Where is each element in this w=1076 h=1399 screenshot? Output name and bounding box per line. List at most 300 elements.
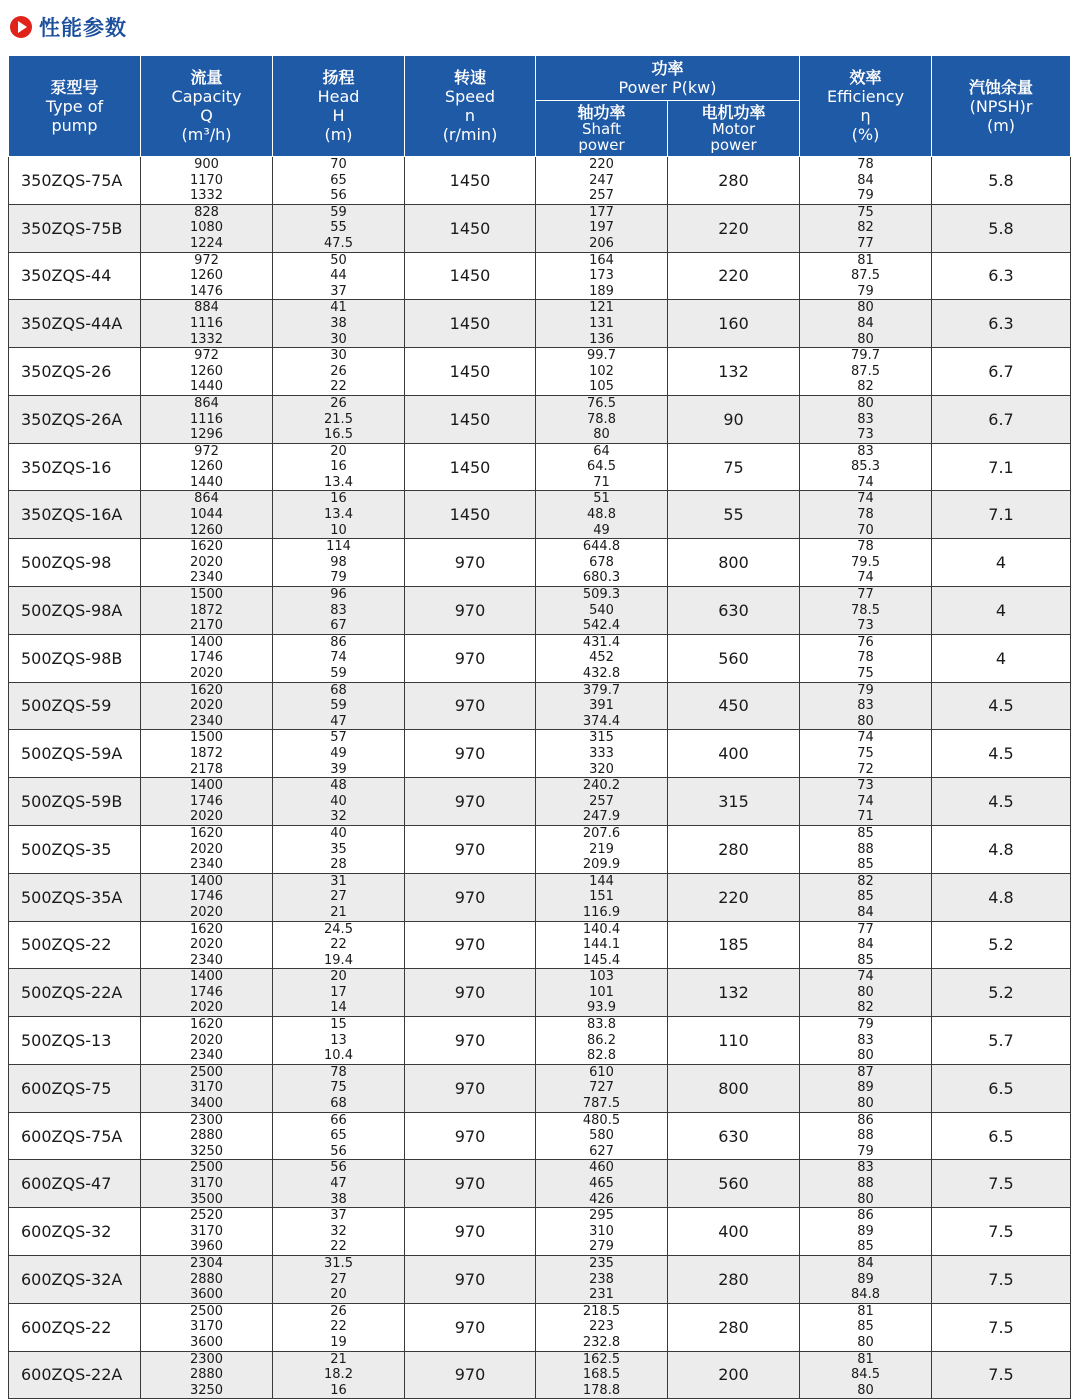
table-row: [9, 539, 1071, 587]
cell-shaft-power: [536, 1255, 668, 1303]
cell-head-value: 31.5: [324, 1255, 353, 1271]
cell-shaft-power: [536, 1112, 668, 1160]
cell-npsh: 4.5: [932, 730, 1071, 778]
cell-efficiency-value: 74: [857, 969, 874, 985]
cell-capacity-value: 1116: [189, 315, 224, 331]
table-row: [9, 1017, 1071, 1065]
cell-capacity-value: 2020: [189, 841, 224, 857]
cell-efficiency-value: 89: [857, 1271, 874, 1287]
cell-head-value: 19: [330, 1334, 347, 1350]
cell-efficiency-value: 78.5: [851, 602, 880, 618]
cell-capacity-value: 3400: [189, 1096, 224, 1112]
table-row: [9, 204, 1071, 252]
cell-head-value: 31: [330, 873, 347, 889]
cell-efficiency-value: 73: [857, 618, 874, 634]
cell-capacity: [141, 348, 273, 396]
cell-head-value: 13: [330, 1032, 347, 1048]
cell-shaft-power-value: 391: [589, 698, 614, 714]
cell-npsh: 5.7: [932, 1017, 1071, 1065]
cell-model: 600ZQS-32A: [9, 1255, 141, 1303]
col-header-capacity: 流量 Capacity Q (m³/h): [141, 56, 273, 157]
cell-efficiency-value: 88: [857, 1176, 874, 1191]
cell-motor-power: 200: [668, 1351, 800, 1399]
cell-efficiency-value: 79.7: [851, 348, 880, 364]
cell-shaft-power: [536, 682, 668, 730]
cell-head-value: 50: [330, 252, 347, 268]
cell-shaft-power-value: 727: [589, 1080, 614, 1096]
cell-shaft-power-value: 101: [589, 984, 614, 1000]
cell-head-value: 68: [330, 682, 347, 698]
cell-shaft-power-value: 206: [589, 235, 614, 251]
cell-shaft-power-value: 102: [589, 363, 614, 379]
cell-head-value: 83: [330, 602, 347, 618]
cell-shaft-power-value: 644.8: [582, 539, 621, 555]
cell-motor-power: 55: [668, 491, 800, 539]
cell-efficiency: [800, 730, 932, 778]
cell-capacity: [141, 730, 273, 778]
cell-head-value: 65: [330, 172, 347, 188]
cell-model: 500ZQS-22A: [9, 969, 141, 1017]
cell-capacity-value: 1400: [189, 778, 224, 794]
cell-capacity: [141, 204, 273, 252]
cell-shaft-power-value: 64: [593, 443, 610, 459]
cell-capacity-value: 1620: [189, 825, 224, 841]
cell-capacity: [141, 491, 273, 539]
cell-shaft-power-value: 136: [589, 331, 614, 347]
cell-head-value: 68: [330, 1096, 347, 1112]
cell-efficiency-value: 74: [857, 474, 874, 490]
cell-capacity-value: 1400: [189, 634, 224, 650]
cell-efficiency: [800, 300, 932, 348]
cell-motor-power: 560: [668, 634, 800, 682]
table-row: [9, 921, 1071, 969]
cell-model: 600ZQS-75A: [9, 1112, 141, 1160]
cell-efficiency-value: 73: [857, 778, 874, 794]
cell-capacity-value: 2340: [189, 713, 224, 729]
cell-efficiency-value: 78: [857, 539, 874, 555]
cell-head: [273, 1112, 405, 1160]
cell-shaft-power-value: 379.7: [582, 682, 621, 698]
cell-head-value: 20: [330, 443, 347, 459]
cell-efficiency-value: 80: [857, 1096, 874, 1112]
cell-speed: 970: [405, 634, 536, 682]
cell-capacity: [141, 443, 273, 491]
cell-efficiency-value: 85.3: [851, 459, 880, 475]
cell-shaft-power-value: 178.8: [582, 1382, 621, 1398]
cell-efficiency-value: 80: [857, 1048, 874, 1064]
cell-model: 350ZQS-44: [9, 252, 141, 300]
cell-shaft-power: [536, 204, 668, 252]
cell-efficiency-value: 78: [857, 157, 874, 172]
cell-head-value: 114: [326, 539, 351, 555]
cell-head-value: 16: [330, 459, 347, 475]
cell-capacity-value: 2020: [189, 937, 224, 953]
cell-speed: 970: [405, 969, 536, 1017]
cell-efficiency-value: 89: [857, 1223, 874, 1239]
cell-shaft-power-value: 177: [589, 204, 614, 220]
table-row: [9, 443, 1071, 491]
cell-shaft-power: [536, 395, 668, 443]
cell-capacity-value: 1260: [189, 522, 224, 538]
cell-capacity-value: 972: [194, 348, 219, 364]
cell-shaft-power: [536, 539, 668, 587]
cell-motor-power: 400: [668, 1208, 800, 1256]
cell-head-value: 56: [330, 188, 347, 204]
cell-efficiency: [800, 1255, 932, 1303]
table-row: [9, 252, 1071, 300]
cell-efficiency-value: 80: [857, 331, 874, 347]
cell-efficiency: [800, 1303, 932, 1351]
cell-capacity-value: 2020: [189, 698, 224, 714]
cell-capacity-value: 1332: [189, 188, 224, 204]
cell-efficiency-value: 87.5: [851, 363, 880, 379]
cell-efficiency-value: 80: [857, 1334, 874, 1350]
cell-shaft-power-value: 426: [589, 1191, 614, 1207]
section-title-text: 性能参数: [39, 16, 127, 40]
cell-npsh: 7.1: [932, 491, 1071, 539]
cell-head-value: 79: [330, 570, 347, 586]
cell-speed: 970: [405, 682, 536, 730]
cell-capacity: [141, 539, 273, 587]
cell-shaft-power-value: 540: [589, 602, 614, 618]
cell-npsh: 4.8: [932, 825, 1071, 873]
cell-shaft-power-value: 189: [589, 283, 614, 299]
cell-head: [273, 252, 405, 300]
cell-head-value: 47: [330, 713, 347, 729]
cell-motor-power: 110: [668, 1017, 800, 1065]
table-row: [9, 825, 1071, 873]
cell-capacity: [141, 825, 273, 873]
cell-head-value: 55: [330, 220, 347, 236]
cell-head-value: 10.4: [324, 1048, 353, 1064]
cell-efficiency-value: 84: [857, 1255, 874, 1271]
cell-model: 500ZQS-98: [9, 539, 141, 587]
cell-head-value: 98: [330, 554, 347, 570]
cell-efficiency-value: 83: [857, 1160, 874, 1176]
cell-head-value: 40: [330, 793, 347, 809]
cell-shaft-power-value: 509.3: [582, 587, 621, 603]
table-row: [9, 1303, 1071, 1351]
cell-model: 500ZQS-35A: [9, 873, 141, 921]
cell-speed: 970: [405, 1160, 536, 1208]
cell-speed: 970: [405, 539, 536, 587]
cell-head: [273, 1303, 405, 1351]
cell-capacity: [141, 157, 273, 205]
cell-efficiency-value: 83: [857, 411, 874, 427]
cell-capacity-value: 972: [194, 443, 219, 459]
cell-speed: 1450: [405, 157, 536, 205]
cell-head: [273, 1017, 405, 1065]
cell-head-value: 78: [330, 1064, 347, 1080]
cell-shaft-power-value: 219: [589, 841, 614, 857]
cell-head-value: 26: [330, 395, 347, 411]
cell-capacity-value: 3500: [189, 1191, 224, 1207]
cell-head-value: 20: [330, 969, 347, 985]
cell-head: [273, 778, 405, 826]
cell-speed: 1450: [405, 300, 536, 348]
cell-capacity-value: 1170: [189, 172, 224, 188]
cell-model: 500ZQS-22: [9, 921, 141, 969]
cell-shaft-power-value: 76.5: [587, 395, 616, 411]
cell-capacity-value: 1500: [189, 730, 224, 746]
cell-capacity-value: 2020: [189, 1032, 224, 1048]
cell-head-value: 21: [330, 1351, 347, 1367]
table-row: [9, 1064, 1071, 1112]
cell-motor-power: 630: [668, 1112, 800, 1160]
cell-efficiency-value: 85: [857, 857, 874, 873]
cell-head-value: 38: [330, 1191, 347, 1207]
cell-model: 350ZQS-75A: [9, 157, 141, 205]
play-arrow-icon: [10, 16, 32, 38]
cell-efficiency-value: 71: [857, 809, 874, 825]
cell-head-value: 32: [330, 1223, 347, 1239]
cell-capacity-value: 3170: [189, 1080, 224, 1096]
cell-efficiency-value: 86: [857, 1112, 874, 1128]
cell-capacity: [141, 300, 273, 348]
cell-npsh: 5.2: [932, 921, 1071, 969]
cell-npsh: 5.2: [932, 969, 1071, 1017]
table-row: [9, 1208, 1071, 1256]
cell-shaft-power: [536, 587, 668, 635]
cell-shaft-power-value: 279: [589, 1239, 614, 1255]
cell-shaft-power-value: 223: [589, 1319, 614, 1335]
cell-shaft-power: [536, 491, 668, 539]
cell-head-value: 65: [330, 1128, 347, 1144]
cell-model: 500ZQS-59B: [9, 778, 141, 826]
cell-capacity: [141, 1351, 273, 1399]
cell-shaft-power-value: 295: [589, 1208, 614, 1224]
cell-efficiency-value: 79: [857, 188, 874, 204]
cell-capacity-value: 2020: [189, 809, 224, 825]
cell-shaft-power-value: 247: [589, 172, 614, 188]
cell-efficiency-value: 83: [857, 443, 874, 459]
cell-efficiency: [800, 1064, 932, 1112]
cell-capacity-value: 1440: [189, 379, 224, 395]
cell-efficiency-value: 74: [857, 793, 874, 809]
cell-shaft-power-value: 231: [589, 1287, 614, 1303]
cell-npsh: 7.5: [932, 1351, 1071, 1399]
cell-head-value: 74: [330, 650, 347, 666]
cell-shaft-power-value: 145.4: [582, 952, 621, 968]
table-row: [9, 1160, 1071, 1208]
cell-shaft-power: [536, 825, 668, 873]
cell-capacity-value: 1476: [189, 283, 224, 299]
cell-shaft-power-value: 48.8: [587, 507, 616, 523]
cell-head-value: 20: [330, 1287, 347, 1303]
cell-shaft-power-value: 93.9: [587, 1000, 616, 1016]
cell-head-value: 24.5: [324, 921, 353, 937]
cell-capacity-value: 1746: [189, 793, 224, 809]
cell-efficiency: [800, 1112, 932, 1160]
cell-shaft-power-value: 238: [589, 1271, 614, 1287]
cell-motor-power: 280: [668, 1255, 800, 1303]
col-header-shaft-power: 轴功率 Shaft power: [536, 101, 668, 157]
cell-capacity-value: 2340: [189, 1048, 224, 1064]
cell-shaft-power-value: 232.8: [582, 1334, 621, 1350]
cell-shaft-power-value: 460: [589, 1160, 614, 1176]
cell-efficiency: [800, 252, 932, 300]
cell-capacity-value: 1872: [189, 745, 224, 761]
cell-efficiency-value: 84.8: [851, 1287, 880, 1303]
cell-npsh: 4.8: [932, 873, 1071, 921]
cell-model: 600ZQS-22A: [9, 1351, 141, 1399]
cell-efficiency-value: 74: [857, 491, 874, 507]
cell-head-value: 18.2: [324, 1367, 353, 1383]
cell-efficiency-value: 75: [857, 745, 874, 761]
cell-head: [273, 300, 405, 348]
cell-capacity-value: 1332: [189, 331, 224, 347]
cell-efficiency: [800, 491, 932, 539]
cell-efficiency-value: 84.5: [851, 1367, 880, 1383]
cell-shaft-power: [536, 969, 668, 1017]
cell-efficiency: [800, 443, 932, 491]
cell-capacity-value: 1260: [189, 459, 224, 475]
cell-head-value: 16: [330, 491, 347, 507]
cell-head-value: 17: [330, 984, 347, 1000]
cell-shaft-power: [536, 1017, 668, 1065]
cell-speed: 1450: [405, 491, 536, 539]
cell-head-value: 49: [330, 745, 347, 761]
cell-efficiency: [800, 873, 932, 921]
cell-capacity-value: 900: [194, 157, 219, 172]
table-row: [9, 491, 1071, 539]
cell-head-value: 15: [330, 1017, 347, 1033]
cell-head-value: 13.4: [324, 474, 353, 490]
cell-efficiency-value: 85: [857, 1319, 874, 1335]
cell-head-value: 30: [330, 348, 347, 364]
cell-shaft-power: [536, 1160, 668, 1208]
cell-efficiency-value: 77: [857, 587, 874, 603]
cell-speed: 970: [405, 1064, 536, 1112]
cell-head-value: 67: [330, 618, 347, 634]
cell-motor-power: 280: [668, 825, 800, 873]
cell-shaft-power-value: 480.5: [582, 1112, 621, 1128]
cell-shaft-power-value: 610: [589, 1064, 614, 1080]
cell-efficiency: [800, 1208, 932, 1256]
cell-shaft-power: [536, 778, 668, 826]
cell-shaft-power-value: 86.2: [587, 1032, 616, 1048]
cell-capacity-value: 2020: [189, 666, 224, 681]
cell-capacity: [141, 778, 273, 826]
cell-capacity-value: 1260: [189, 268, 224, 284]
table-row: [9, 682, 1071, 730]
cell-capacity: [141, 1064, 273, 1112]
cell-efficiency: [800, 778, 932, 826]
cell-capacity-value: 3250: [189, 1382, 224, 1398]
cell-capacity-value: 972: [194, 252, 219, 268]
col-header-speed: 转速 Speed n (r/min): [405, 56, 536, 157]
cell-model: 600ZQS-22: [9, 1303, 141, 1351]
cell-capacity-value: 1620: [189, 682, 224, 698]
cell-efficiency-value: 79: [857, 283, 874, 299]
cell-shaft-power-value: 310: [589, 1223, 614, 1239]
cell-efficiency: [800, 1351, 932, 1399]
cell-head-value: 13.4: [324, 507, 353, 523]
cell-shaft-power-value: 257: [589, 793, 614, 809]
table-row: [9, 348, 1071, 396]
cell-capacity-value: 1746: [189, 650, 224, 666]
cell-head-value: 75: [330, 1080, 347, 1096]
table-row: [9, 300, 1071, 348]
cell-shaft-power-value: 542.4: [582, 618, 621, 634]
cell-shaft-power: [536, 1064, 668, 1112]
cell-shaft-power: [536, 1351, 668, 1399]
cell-capacity-value: 1116: [189, 411, 224, 427]
cell-shaft-power-value: 680.3: [582, 570, 621, 586]
cell-shaft-power-value: 103: [589, 969, 614, 985]
cell-shaft-power-value: 173: [589, 268, 614, 284]
cell-shaft-power-value: 71: [593, 474, 610, 490]
cell-head-value: 22: [330, 937, 347, 953]
cell-capacity-value: 1224: [189, 235, 224, 251]
cell-motor-power: 220: [668, 873, 800, 921]
cell-model: 500ZQS-13: [9, 1017, 141, 1065]
cell-model: 500ZQS-59: [9, 682, 141, 730]
cell-head-value: 39: [330, 761, 347, 777]
cell-head-value: 22: [330, 1239, 347, 1255]
table-row: [9, 778, 1071, 826]
cell-shaft-power-value: 333: [589, 745, 614, 761]
cell-capacity-value: 2880: [189, 1271, 224, 1287]
cell-capacity: [141, 252, 273, 300]
cell-capacity: [141, 395, 273, 443]
cell-efficiency: [800, 539, 932, 587]
cell-shaft-power-value: 320: [589, 761, 614, 777]
cell-capacity-value: 1400: [189, 873, 224, 889]
cell-shaft-power-value: 432.8: [582, 666, 621, 681]
cell-shaft-power-value: 78.8: [587, 411, 616, 427]
table-row: [9, 395, 1071, 443]
cell-model: 500ZQS-35: [9, 825, 141, 873]
cell-npsh: 5.8: [932, 157, 1071, 205]
cell-shaft-power: [536, 1208, 668, 1256]
cell-motor-power: 132: [668, 969, 800, 1017]
cell-head: [273, 348, 405, 396]
cell-model: 350ZQS-44A: [9, 300, 141, 348]
cell-shaft-power-value: 64.5: [587, 459, 616, 475]
cell-shaft-power-value: 121: [589, 300, 614, 316]
cell-npsh: 7.5: [932, 1208, 1071, 1256]
cell-shaft-power: [536, 348, 668, 396]
cell-npsh: 6.5: [932, 1112, 1071, 1160]
cell-head: [273, 443, 405, 491]
cell-head-value: 22: [330, 379, 347, 395]
cell-shaft-power-value: 315: [589, 730, 614, 746]
cell-capacity-value: 1620: [189, 539, 224, 555]
cell-capacity-value: 3960: [189, 1239, 224, 1255]
cell-shaft-power-value: 131: [589, 315, 614, 331]
col-header-model: 泵型号 Type of pump: [9, 56, 141, 157]
cell-head-value: 14: [330, 1000, 347, 1016]
table-row: [9, 1112, 1071, 1160]
cell-head-value: 41: [330, 300, 347, 316]
cell-model: 350ZQS-26A: [9, 395, 141, 443]
cell-shaft-power: [536, 300, 668, 348]
cell-efficiency-value: 76: [857, 634, 874, 650]
cell-speed: 970: [405, 1351, 536, 1399]
cell-head: [273, 969, 405, 1017]
cell-model: 350ZQS-26: [9, 348, 141, 396]
cell-head: [273, 730, 405, 778]
cell-efficiency-value: 87: [857, 1064, 874, 1080]
cell-shaft-power-value: 140.4: [582, 921, 621, 937]
cell-capacity: [141, 1112, 273, 1160]
cell-speed: 970: [405, 1303, 536, 1351]
cell-head-value: 37: [330, 1208, 347, 1224]
table-row: [9, 634, 1071, 682]
cell-efficiency-value: 80: [857, 1382, 874, 1398]
cell-efficiency-value: 74: [857, 730, 874, 746]
